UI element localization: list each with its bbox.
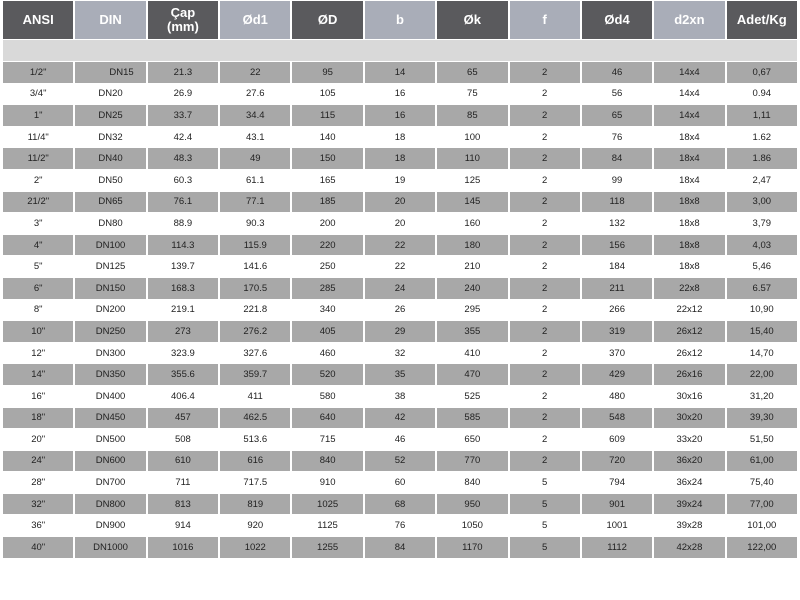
cell-din: DN32 xyxy=(75,127,145,148)
cell-k: 65 xyxy=(437,62,507,83)
table-row xyxy=(3,429,797,450)
table-row xyxy=(3,408,797,429)
cell-adet: 0.94 xyxy=(727,84,797,105)
header-spacer-row xyxy=(3,40,797,61)
cell-f: 2 xyxy=(510,127,580,148)
cell-adet: 6.57 xyxy=(727,278,797,299)
cell-adet: 122,00 xyxy=(727,537,797,558)
cell-d4: 609 xyxy=(582,429,652,450)
cell-din: DN125 xyxy=(75,256,145,277)
cell-adet: 75,40 xyxy=(727,472,797,493)
table-row xyxy=(3,321,797,342)
cell-d1: 43.1 xyxy=(220,127,290,148)
cell-b: 22 xyxy=(365,235,435,256)
cell-adet: 3,00 xyxy=(727,192,797,213)
cell-D: 220 xyxy=(292,235,362,256)
cell-d1: 513.6 xyxy=(220,429,290,450)
cell-d1: 61.1 xyxy=(220,170,290,191)
cell-d2xn: 26x12 xyxy=(654,321,724,342)
cell-d1: 221.8 xyxy=(220,300,290,321)
cell-din: DN300 xyxy=(75,343,145,364)
cell-adet: 1.86 xyxy=(727,148,797,169)
table-row xyxy=(3,213,797,234)
cell-b: 26 xyxy=(365,300,435,321)
cell-adet: 5,46 xyxy=(727,256,797,277)
cell-b: 35 xyxy=(365,364,435,385)
cell-din: DN350 xyxy=(75,364,145,385)
cell-d2xn: 36x20 xyxy=(654,451,724,472)
cell-d2xn: 33x20 xyxy=(654,429,724,450)
cell-d2xn: 26x16 xyxy=(654,364,724,385)
cell-k: 145 xyxy=(437,192,507,213)
cell-d4: 901 xyxy=(582,494,652,515)
cell-din: DN40 xyxy=(75,148,145,169)
cell-cap: 610 xyxy=(148,451,218,472)
cell-k: 410 xyxy=(437,343,507,364)
cell-d4: 480 xyxy=(582,386,652,407)
cell-din: DN150 xyxy=(75,278,145,299)
cell-d1: 717.5 xyxy=(220,472,290,493)
cell-k: 650 xyxy=(437,429,507,450)
cell-b: 76 xyxy=(365,515,435,536)
cell-b: 20 xyxy=(365,213,435,234)
cell-adet: 1.62 xyxy=(727,127,797,148)
cell-k: 1170 xyxy=(437,537,507,558)
cell-D: 1125 xyxy=(292,515,362,536)
cell-f: 2 xyxy=(510,278,580,299)
cell-ansi: 1/2" xyxy=(3,62,73,83)
table-row xyxy=(3,537,797,558)
cell-k: 160 xyxy=(437,213,507,234)
cell-adet: 1,11 xyxy=(727,105,797,126)
table-body xyxy=(3,40,797,558)
cell-d2xn: 39x24 xyxy=(654,494,724,515)
cell-D: 95 xyxy=(292,62,362,83)
cell-f: 2 xyxy=(510,62,580,83)
cell-f: 2 xyxy=(510,105,580,126)
cell-f: 2 xyxy=(510,451,580,472)
cell-ansi: 6" xyxy=(3,278,73,299)
cell-d2xn: 39x28 xyxy=(654,515,724,536)
cell-d1: 276.2 xyxy=(220,321,290,342)
table-row xyxy=(3,235,797,256)
cell-d4: 1112 xyxy=(582,537,652,558)
cell-cap: 711 xyxy=(148,472,218,493)
cell-adet: 0,67 xyxy=(727,62,797,83)
cell-f: 2 xyxy=(510,300,580,321)
cell-f: 2 xyxy=(510,170,580,191)
cell-f: 2 xyxy=(510,256,580,277)
cell-f: 2 xyxy=(510,408,580,429)
cell-din: DN15 xyxy=(75,62,145,83)
cell-adet: 31,20 xyxy=(727,386,797,407)
header-spacer-cell xyxy=(3,40,797,61)
cell-d1: 22 xyxy=(220,62,290,83)
cell-ansi: 14" xyxy=(3,364,73,385)
cell-d4: 266 xyxy=(582,300,652,321)
cell-cap: 26.9 xyxy=(148,84,218,105)
cell-D: 200 xyxy=(292,213,362,234)
cell-d1: 27.6 xyxy=(220,84,290,105)
cell-cap: 508 xyxy=(148,429,218,450)
table-row xyxy=(3,105,797,126)
cell-D: 250 xyxy=(292,256,362,277)
cell-d4: 1001 xyxy=(582,515,652,536)
cell-d2xn: 18x8 xyxy=(654,256,724,277)
table-row xyxy=(3,192,797,213)
column-header-d2xn: d2xn xyxy=(654,1,724,39)
cell-cap: 914 xyxy=(148,515,218,536)
cell-d2xn: 18x8 xyxy=(654,213,724,234)
cell-f: 2 xyxy=(510,148,580,169)
cell-k: 1050 xyxy=(437,515,507,536)
cell-f: 2 xyxy=(510,364,580,385)
cell-d2xn: 14x4 xyxy=(654,105,724,126)
cell-d4: 76 xyxy=(582,127,652,148)
cell-b: 18 xyxy=(365,127,435,148)
cell-d2xn: 18x4 xyxy=(654,148,724,169)
cell-d1: 115.9 xyxy=(220,235,290,256)
cell-adet: 4,03 xyxy=(727,235,797,256)
cell-b: 84 xyxy=(365,537,435,558)
cell-b: 29 xyxy=(365,321,435,342)
cell-k: 525 xyxy=(437,386,507,407)
cell-ansi: 2" xyxy=(3,170,73,191)
cell-k: 85 xyxy=(437,105,507,126)
cell-d1: 462.5 xyxy=(220,408,290,429)
table-header xyxy=(3,1,797,39)
cell-f: 2 xyxy=(510,321,580,342)
cell-ansi: 11/2" xyxy=(3,148,73,169)
cell-D: 520 xyxy=(292,364,362,385)
cell-d2xn: 26x12 xyxy=(654,343,724,364)
cell-cap: 323.9 xyxy=(148,343,218,364)
cell-din: DN800 xyxy=(75,494,145,515)
cell-din: DN80 xyxy=(75,213,145,234)
cell-din: DN100 xyxy=(75,235,145,256)
cell-D: 105 xyxy=(292,84,362,105)
cell-D: 150 xyxy=(292,148,362,169)
cell-cap: 1016 xyxy=(148,537,218,558)
cell-ansi: 21/2" xyxy=(3,192,73,213)
cell-f: 5 xyxy=(510,537,580,558)
cell-b: 60 xyxy=(365,472,435,493)
cell-f: 2 xyxy=(510,84,580,105)
cell-f: 2 xyxy=(510,192,580,213)
cell-d2xn: 14x4 xyxy=(654,62,724,83)
cell-D: 1025 xyxy=(292,494,362,515)
cell-b: 52 xyxy=(365,451,435,472)
cell-k: 840 xyxy=(437,472,507,493)
column-header-D: ØD xyxy=(292,1,362,39)
cell-k: 75 xyxy=(437,84,507,105)
table-row xyxy=(3,472,797,493)
column-header-adet: Adet/Kg xyxy=(727,1,797,39)
cell-d1: 616 xyxy=(220,451,290,472)
cell-d4: 156 xyxy=(582,235,652,256)
cell-k: 210 xyxy=(437,256,507,277)
cell-adet: 61,00 xyxy=(727,451,797,472)
cell-b: 32 xyxy=(365,343,435,364)
cell-adet: 15,40 xyxy=(727,321,797,342)
cell-cap: 219.1 xyxy=(148,300,218,321)
cell-f: 2 xyxy=(510,235,580,256)
table-row xyxy=(3,170,797,191)
cell-f: 2 xyxy=(510,386,580,407)
cell-d2xn: 42x28 xyxy=(654,537,724,558)
column-header-ansi: ANSI xyxy=(3,1,73,39)
cell-D: 910 xyxy=(292,472,362,493)
cell-cap: 60.3 xyxy=(148,170,218,191)
cell-k: 585 xyxy=(437,408,507,429)
cell-k: 950 xyxy=(437,494,507,515)
cell-din: DN250 xyxy=(75,321,145,342)
cell-b: 42 xyxy=(365,408,435,429)
column-header-f: f xyxy=(510,1,580,39)
cell-d4: 720 xyxy=(582,451,652,472)
column-header-k: Øk xyxy=(437,1,507,39)
cell-cap: 76.1 xyxy=(148,192,218,213)
cell-f: 2 xyxy=(510,343,580,364)
cell-d4: 370 xyxy=(582,343,652,364)
header-row xyxy=(3,1,797,39)
cell-k: 125 xyxy=(437,170,507,191)
cell-d4: 118 xyxy=(582,192,652,213)
cell-d1: 819 xyxy=(220,494,290,515)
table-row xyxy=(3,451,797,472)
cell-din: DN400 xyxy=(75,386,145,407)
table-row xyxy=(3,364,797,385)
cell-din: DN25 xyxy=(75,105,145,126)
cell-din: DN200 xyxy=(75,300,145,321)
cell-din: DN500 xyxy=(75,429,145,450)
cell-d4: 65 xyxy=(582,105,652,126)
cell-d1: 34.4 xyxy=(220,105,290,126)
cell-b: 19 xyxy=(365,170,435,191)
cell-d2xn: 18x4 xyxy=(654,170,724,191)
cell-d1: 359.7 xyxy=(220,364,290,385)
cell-f: 5 xyxy=(510,515,580,536)
cell-d4: 184 xyxy=(582,256,652,277)
cell-ansi: 32" xyxy=(3,494,73,515)
cell-b: 20 xyxy=(365,192,435,213)
cell-din: DN50 xyxy=(75,170,145,191)
cell-ansi: 3" xyxy=(3,213,73,234)
cell-ansi: 5" xyxy=(3,256,73,277)
cell-din: DN20 xyxy=(75,84,145,105)
cell-k: 355 xyxy=(437,321,507,342)
cell-cap: 114.3 xyxy=(148,235,218,256)
cell-d4: 84 xyxy=(582,148,652,169)
cell-d4: 211 xyxy=(582,278,652,299)
table-row xyxy=(3,494,797,515)
cell-d1: 327.6 xyxy=(220,343,290,364)
cell-D: 285 xyxy=(292,278,362,299)
cell-f: 2 xyxy=(510,213,580,234)
cell-b: 24 xyxy=(365,278,435,299)
cell-adet: 2,47 xyxy=(727,170,797,191)
cell-cap: 168.3 xyxy=(148,278,218,299)
cell-d4: 56 xyxy=(582,84,652,105)
cell-d2xn: 22x8 xyxy=(654,278,724,299)
table-row xyxy=(3,148,797,169)
cell-ansi: 16" xyxy=(3,386,73,407)
cell-d1: 49 xyxy=(220,148,290,169)
cell-d4: 99 xyxy=(582,170,652,191)
cell-b: 16 xyxy=(365,105,435,126)
table-row xyxy=(3,62,797,83)
table-row xyxy=(3,84,797,105)
column-header-cap: Çap (mm) xyxy=(148,1,218,39)
cell-d4: 132 xyxy=(582,213,652,234)
cell-d2xn: 18x8 xyxy=(654,235,724,256)
cell-k: 180 xyxy=(437,235,507,256)
table-row xyxy=(3,278,797,299)
cell-D: 715 xyxy=(292,429,362,450)
cell-d4: 548 xyxy=(582,408,652,429)
cell-d1: 920 xyxy=(220,515,290,536)
cell-d1: 1022 xyxy=(220,537,290,558)
cell-adet: 101,00 xyxy=(727,515,797,536)
cell-adet: 51,50 xyxy=(727,429,797,450)
cell-din: DN900 xyxy=(75,515,145,536)
table-row xyxy=(3,343,797,364)
cell-D: 115 xyxy=(292,105,362,126)
cell-ansi: 10" xyxy=(3,321,73,342)
cell-D: 340 xyxy=(292,300,362,321)
cell-f: 5 xyxy=(510,494,580,515)
cell-ansi: 28" xyxy=(3,472,73,493)
cell-k: 770 xyxy=(437,451,507,472)
cell-cap: 406.4 xyxy=(148,386,218,407)
cell-d1: 77.1 xyxy=(220,192,290,213)
cell-adet: 39,30 xyxy=(727,408,797,429)
cell-b: 16 xyxy=(365,84,435,105)
flange-dimension-table xyxy=(1,0,799,559)
cell-b: 14 xyxy=(365,62,435,83)
cell-din: DN700 xyxy=(75,472,145,493)
cell-d4: 429 xyxy=(582,364,652,385)
cell-cap: 42.4 xyxy=(148,127,218,148)
cell-D: 580 xyxy=(292,386,362,407)
cell-k: 470 xyxy=(437,364,507,385)
cell-ansi: 3/4" xyxy=(3,84,73,105)
cell-cap: 273 xyxy=(148,321,218,342)
column-header-d1: Ød1 xyxy=(220,1,290,39)
cell-cap: 139.7 xyxy=(148,256,218,277)
table-row xyxy=(3,127,797,148)
cell-d1: 170.5 xyxy=(220,278,290,299)
cell-D: 140 xyxy=(292,127,362,148)
cell-cap: 48.3 xyxy=(148,148,218,169)
cell-d4: 319 xyxy=(582,321,652,342)
cell-f: 5 xyxy=(510,472,580,493)
cell-d4: 794 xyxy=(582,472,652,493)
cell-ansi: 36" xyxy=(3,515,73,536)
cell-k: 240 xyxy=(437,278,507,299)
cell-ansi: 4" xyxy=(3,235,73,256)
cell-d2xn: 30x20 xyxy=(654,408,724,429)
cell-d2xn: 18x4 xyxy=(654,127,724,148)
cell-b: 38 xyxy=(365,386,435,407)
cell-D: 165 xyxy=(292,170,362,191)
cell-ansi: 24" xyxy=(3,451,73,472)
cell-ansi: 18" xyxy=(3,408,73,429)
column-header-b: b xyxy=(365,1,435,39)
cell-cap: 457 xyxy=(148,408,218,429)
cell-D: 1255 xyxy=(292,537,362,558)
cell-k: 100 xyxy=(437,127,507,148)
cell-D: 640 xyxy=(292,408,362,429)
cell-k: 110 xyxy=(437,148,507,169)
cell-d2xn: 30x16 xyxy=(654,386,724,407)
cell-D: 840 xyxy=(292,451,362,472)
cell-b: 68 xyxy=(365,494,435,515)
cell-d4: 46 xyxy=(582,62,652,83)
column-header-din: DIN xyxy=(75,1,145,39)
cell-cap: 21.3 xyxy=(148,62,218,83)
cell-d2xn: 36x24 xyxy=(654,472,724,493)
cell-ansi: 40" xyxy=(3,537,73,558)
cell-k: 295 xyxy=(437,300,507,321)
cell-din: DN450 xyxy=(75,408,145,429)
cell-b: 22 xyxy=(365,256,435,277)
cell-b: 18 xyxy=(365,148,435,169)
cell-ansi: 8" xyxy=(3,300,73,321)
cell-b: 46 xyxy=(365,429,435,450)
cell-d2xn: 14x4 xyxy=(654,84,724,105)
cell-D: 405 xyxy=(292,321,362,342)
cell-ansi: 12" xyxy=(3,343,73,364)
cell-D: 460 xyxy=(292,343,362,364)
cell-cap: 33.7 xyxy=(148,105,218,126)
cell-din: DN1000 xyxy=(75,537,145,558)
cell-ansi: 20" xyxy=(3,429,73,450)
table-row xyxy=(3,300,797,321)
cell-d2xn: 18x8 xyxy=(654,192,724,213)
cell-f: 2 xyxy=(510,429,580,450)
cell-D: 185 xyxy=(292,192,362,213)
cell-cap: 813 xyxy=(148,494,218,515)
cell-adet: 22,00 xyxy=(727,364,797,385)
cell-d1: 90.3 xyxy=(220,213,290,234)
column-header-d4: Ød4 xyxy=(582,1,652,39)
cell-adet: 3,79 xyxy=(727,213,797,234)
table-row xyxy=(3,256,797,277)
cell-adet: 14,70 xyxy=(727,343,797,364)
cell-din: DN65 xyxy=(75,192,145,213)
cell-cap: 88.9 xyxy=(148,213,218,234)
cell-ansi: 1" xyxy=(3,105,73,126)
cell-din: DN600 xyxy=(75,451,145,472)
cell-adet: 10,90 xyxy=(727,300,797,321)
cell-d1: 141.6 xyxy=(220,256,290,277)
cell-d1: 411 xyxy=(220,386,290,407)
cell-ansi: 11/4" xyxy=(3,127,73,148)
cell-adet: 77,00 xyxy=(727,494,797,515)
table-row xyxy=(3,386,797,407)
table-row xyxy=(3,515,797,536)
cell-cap: 355.6 xyxy=(148,364,218,385)
cell-d2xn: 22x12 xyxy=(654,300,724,321)
